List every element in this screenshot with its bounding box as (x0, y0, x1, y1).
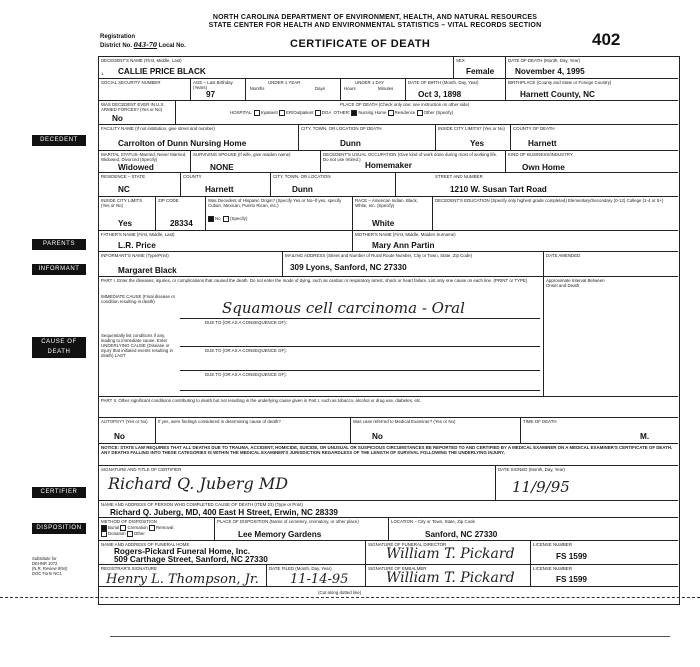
place-of-death-label: PLACE OF DEATH (Check only one; see instruction on other side) (340, 102, 470, 107)
months-label: Months (250, 86, 265, 91)
city-of-death-label: CITY, TOWN, OR LOCATION OF DEATH (301, 126, 382, 131)
section-tab-parents: PARENTS (32, 239, 86, 250)
place-disposition-value: Lee Memory Gardens (238, 530, 322, 539)
checkbox[interactable] (315, 110, 321, 116)
certifier-name-label: NAME AND ADDRESS OF PERSON WHO COMPLETED CAUSE OF DEATH (ITEM 23) (Type or Print) (101, 502, 303, 507)
under-1-year-label: UNDER 1 YEAR (268, 80, 301, 85)
due-to-label-1: DUE TO (OR AS A CONSEQUENCE OF): (205, 320, 287, 325)
under-1-day-label: UNDER 1 DAY (355, 80, 385, 85)
residence-inside-label: INSIDE CITY LIMITS (Yes or No) (101, 198, 143, 208)
section-tab-cause-of-death (32, 337, 86, 358)
sex-label: SEX (456, 58, 465, 63)
method-disposition-label: METHOD OF DISPOSITION (101, 519, 157, 524)
street-label: STREET AND NUMBER (435, 174, 483, 179)
section-tab-informant: INFORMANT (32, 264, 86, 275)
city-of-death-value: Dunn (340, 139, 361, 148)
due-to-label-2: DUE TO (OR AS A CONSEQUENCE OF): (205, 348, 287, 353)
cause-tab-line-2: DEATH (47, 349, 71, 355)
referred-value: No (372, 432, 383, 441)
findings-label: If yes, were findings considered in determining cause of death? (158, 419, 281, 424)
zip-label: ZIP CODE (158, 198, 179, 203)
specify-label: (Specify) (230, 216, 248, 222)
checkbox[interactable] (417, 110, 423, 116)
inside-city-value: Yes (470, 139, 485, 148)
agency-line-1: NORTH CAROLINA DEPARTMENT OF ENVIRONMENT, HEALTH, AND NATURAL RESOURCES (212, 14, 538, 21)
funeral-home-label: NAME AND ADDRESS OF FUNERAL HOME (101, 542, 190, 547)
residence-city-label: CITY, TOWN, OR LOCATION (273, 174, 331, 179)
inside-city-label: INSIDE CITY LIMITS? (Yes or No) (438, 126, 505, 131)
checkbox[interactable] (223, 216, 229, 222)
certificate-number: 402 (592, 30, 621, 49)
medical-examiner-notice: NOTICE: STATE LAW REQUIRES THAT ALL DEATHS DUE TO TRAUMA, ACCIDENT, HOMICIDE, SUICIDE, OR UNUSUAL OR SUSPICIOUS CIRCUMSTANCES BE REPORTED TO AND CERTIFIED BY A MEDICAL EXAMINER ON A MEDICAL EXAMINER'S CERTIFICATE OF DEATH. ANY DEATHS FALLING INTO THESE CATEGORIES IS WITHIN THE MEDICAL EXAMINER'S JURISDICTION REGARDLESS OF THE LENGTH OF SURVIVAL FOLLOWING THE UNDERLYING INJURY. (101, 445, 673, 455)
removal-label: Removal (155, 525, 174, 531)
autopsy-label: AUTOPSY? (Yes or No) (101, 419, 148, 424)
checkbox[interactable] (149, 525, 155, 531)
no-label: No (215, 216, 221, 222)
funeral-director-signature: William T. Pickard (386, 546, 515, 562)
race-value: White (372, 219, 395, 228)
district-label: District No. (100, 43, 133, 49)
street-value: 1210 W. Susan Tart Road (450, 185, 547, 194)
county-of-death-value: Harnett (528, 139, 557, 148)
ssn-label: SOCIAL SECURITY NUMBER (101, 80, 161, 85)
cremation-label: Cremation (127, 525, 148, 531)
checkbox-checked[interactable] (351, 110, 357, 116)
immediate-cause-label: IMMEDIATE CAUSE (Final disease or condition resulting in death) (101, 294, 176, 304)
date-of-death-value: November 4, 1995 (515, 67, 585, 76)
location-value: Sanford, NC 27330 (425, 530, 498, 539)
birthplace-label: BIRTHPLACE (County and State or Foreign Country) (508, 80, 612, 85)
checkbox[interactable] (388, 110, 394, 116)
license-number-label-2: LICENSE NUMBER (533, 566, 573, 571)
father-label: FATHER'S NAME (First, Middle, Last) (101, 232, 175, 237)
county-of-death-label: COUNTY OF DEATH (513, 126, 555, 131)
referred-label: Was case referred to Medical Examiner? (Yes or No) (353, 419, 456, 424)
cut-line-label: (Cut along dotted line) (318, 590, 362, 595)
hospital-label: HOSPITAL: (230, 110, 253, 116)
spouse-label: SURVIVING SPOUSE (If wife, give maiden name) (193, 152, 291, 157)
marital-status-label: MARITAL STATUS–Married, Never Married, Widowed, Divorced (Specify) (101, 152, 187, 162)
place-disposition-label: PLACE OF DISPOSITION (Name of cemetery, crematory, or other place) (217, 519, 359, 524)
funeral-director-signature-label: SIGNATURE OF FUNERAL DIRECTOR (368, 542, 447, 547)
armed-forces-value: No (112, 114, 123, 123)
marital-status-value: Widowed (118, 163, 154, 172)
certifier-name-value: Richard Q. Juberg, MD, 400 East H Street, Erwin, NC 28339 (110, 508, 338, 517)
spouse-value: NONE (210, 163, 234, 172)
checkbox[interactable] (279, 110, 285, 116)
registrar-signature: Henry L. Thompson, Jr. (106, 572, 259, 587)
part-1-instructions: PART I. Enter the diseases, injuries, or complications that caused the death. Do not enter the mode of dying, such as cardiac or respiratory arrest, shock or heart failure. List only one cause on each line. (PRINT or TYPE) (101, 278, 528, 283)
cause-tab-line-1: CAUSE OF (41, 339, 77, 345)
informant-value: Margaret Black (118, 266, 177, 275)
dob-label: DATE OF BIRTH (Month, Day, Year) (408, 80, 479, 85)
license-number-value-2: FS 1599 (556, 575, 587, 584)
location-label: LOCATION – City or Town, State, Zip Code (391, 519, 476, 524)
part-2-instructions: PART II. Other significant conditions contributing to death but not resulting in the underlying cause given in Part I, such as tobacco, alcohol or drug use, diabetes, etc. (101, 398, 422, 403)
checkbox[interactable] (101, 531, 107, 537)
hispanic-options (208, 216, 247, 222)
date-signed-value: 11/9/95 (512, 478, 570, 496)
donation-label: Donation (108, 531, 126, 537)
district-value: 043-70 (133, 42, 158, 49)
residence-county-value: Harnett (205, 185, 234, 194)
residence-city-value: Dunn (292, 185, 313, 194)
sequential-conditions-label: Sequentially list conditions if any, leading to immediate cause. Enter UNDERLYING CAUSE (Disease or injury that initiated events resulting in death) LAST (101, 333, 173, 358)
embalmer-signature: William T. Pickard (386, 570, 515, 586)
mailing-address-label: MAILING ADDRESS (Street and Number of Rural Route Number, City or Town, State, Zip Code) (285, 253, 473, 258)
residence-county-label: COUNTY (183, 174, 202, 179)
age-label: AGE – Last Birthday (Years) (193, 80, 233, 90)
occupation-value: Homemaker (365, 161, 412, 170)
father-value: L.R. Price (118, 241, 156, 250)
registrar-signature-label: REGISTRAR'S SIGNATURE (101, 566, 157, 571)
age-value: 97 (206, 90, 216, 99)
interval-label: Approximate Interval Between Onset and Death (546, 278, 605, 288)
date-of-death-label: DATE OF DEATH (Month, Day, Year) (508, 58, 580, 63)
section-tab-certifier: CERTIFIER (32, 487, 86, 498)
autopsy-value: No (114, 432, 125, 441)
mailing-address-value: 309 Lyons, Sanford, NC 27330 (290, 263, 407, 272)
certifier-signature-label: SIGNATURE AND TITLE OF CERTIFIER (101, 467, 182, 472)
side-note-line: DEHNR 1072 (32, 561, 58, 566)
time-of-death-label: TIME OF DEATH (523, 419, 557, 424)
immediate-cause-value: Squamous cell carcinoma - Oral (222, 299, 465, 317)
checkbox[interactable] (127, 531, 133, 537)
er-outpatient-label: ER/Outpatient (285, 110, 314, 116)
sex-value: Female (466, 67, 495, 76)
method-disposition-options-2 (101, 531, 145, 537)
certifier-signature: Richard Q. Juberg MD (108, 474, 289, 493)
minutes-label: Minutes (378, 86, 394, 91)
facility-label: FACILITY NAME (If not institution, give street and number) (101, 126, 215, 131)
nursing-home-label: Nursing Home (358, 110, 387, 116)
inpatient-label: Inpatient (260, 110, 278, 116)
doa-label: DOA (321, 110, 332, 116)
side-note-line: DOC Form NC1 (32, 571, 62, 576)
dob-value: Oct 3, 1898 (418, 90, 462, 99)
hispanic-label: Was Decedent of Hispanic Origin? (Specify Yes or No–If yes, specify Cuban, Mexican, Puerto Rican, etc.) (208, 198, 342, 208)
side-note-line: (N.R. Review 9/94) (32, 566, 68, 571)
residence-label: Residence (394, 110, 416, 116)
date-amended-label: DATE AMENDED (546, 253, 581, 258)
death-certificate: NORTH CAROLINA DEPARTMENT OF ENVIRONMENT, HEALTH, AND NATURAL RESOURCES STATE CENTER FOR HEALTH AND ENVIRONMENTAL STATISTICS – VITAL RECORDS SECTION Registration District No. 043-70 Local No. CERTIFICATE OF DEATH 402 DECEDENT PARENTS INFORMANT CAUSE OF DEATH CERTIFIER DISPOSITION Substitute for DEHNR 1072 (N.R. Review 9/94) DOC Form NC1 DECEDENT'S NAME (First, Middle, Last) 1. CALLIE PRICE BLACK SEX Female DATE OF DEATH (Month, Day, Year) November 4, 1995 SOCIAL SECURITY NUMBER AGE – Last Birthday (Years) 97 UNDER 1 YEAR Months Days UNDER 1 DAY Hours Minutes DATE OF BIRTH (Month, Day, Year) Oct 3, 1898 BIRTHPLACE (County and State or Foreign Country) Harnett County, NC WAS DECEDENT EVER IN U.S. ARMED FORCES? (Yes or No) No PLACE OF DEATH (Check only one; see instruction on other side) HOSPITAL: Inpatient ER/Outpatient DOA OTHER: Nursing Home Residence Other (Specify) FACILITY NAME (If not institution, give street and number) Carrolton of Dunn Nursing Home CITY, TOWN, OR LOCATION OF DEATH Dunn INSIDE CITY LIMITS? (Yes or No) Yes COUNTY OF DEATH Harnett MARITAL STATUS–Married, Never Married, Widowed, Divorced (Specify) Widowed SURVIVING SPOUSE (If wife, give maiden name) NONE DECEDENT'S USUAL OCCUPATION (Give kind of work done during most of working life. Do not use retired.) Homemaker KIND OF BUSINESS/INDUSTRY Own Home RESIDENCE – STATE NC COUNTY Harnett CITY, TOWN, OR LOCATION Dunn STREET AND NUMBER 1210 W. Susan Tart Road INSIDE CITY LIMITS (Yes or No) Yes ZIP CODE 28334 Was Decedent of Hispanic Origin? (Specify Yes or No–If yes, specify Cuban, Mexican, Puerto Rican, etc.) No (Specify) RACE – American Indian, Black, White, etc. (Specify) White DECEDENT'S EDUCATION (Specify only highest grade completed) Elementary/Secondary (0-12) College (1-4 or 5+) FATHER'S NAME (First, Middle, Last) L.R. Price MOTHER'S NAME (First, Middle, Maiden Surname) Mary Ann Partin INFORMANT'S NAME (Type/Print) Margaret Black MAILING ADDRESS (Street and Number of Rural Route Number, City or Town, State, Zip Code) 309 Lyons, Sanford, NC 27330 DATE AMENDED PART I. Enter the diseases, injuries, or complications that caused the death. Do not enter the mode of dying, such as cardiac or respiratory arrest, shock or heart failure. List only one cause on each line. (PRINT or TYPE) Approximate Interval Between Onset and Death IMMEDIATE CAUSE (Final disease or condition resulting in death) DUE TO (OR AS A CONSEQUENCE OF): DUE TO (OR AS A CONSEQUENCE OF): DUE TO (OR AS A CONSEQUENCE OF): Sequentially list conditions if any, leading to immediate cause. Enter UNDERLYING CAUSE (Disease or injury that initiated events resulting in death) LAST Squamous cell carcinoma - Oral PART II. Other significant conditions contributing to death but not resulting in the underlying cause given in Part I, such as tobacco, alcohol or drug use, diabetes, etc. AUTOPSY? (Yes or No) No If yes, were findings considered in determining cause of death? Was case referred to Medical Examiner? (Yes or No) No TIME OF DEATH M. NOTICE: STATE LAW REQUIRES THAT ALL DEATHS DUE TO TRAUMA, ACCIDENT, HOMICIDE, SUICIDE, OR UNUSUAL OR SUSPICIOUS CIRCUMSTANCES BE REPORTED TO AND CERTIFIED BY A MEDICAL EXAMINER ON A MEDICAL EXAMINER'S CERTIFICATE OF DEATH. ANY DEATHS FALLING INTO THESE CATEGORIES IS WITHIN THE MEDICAL EXAMINER'S JURISDICTION REGARDLESS OF THE LENGTH OF SURVIVAL FOLLOWING THE UNDERLYING INJURY. SIGNATURE AND TITLE OF CERTIFIER Richard Q. Juberg MD DATE SIGNED (Month, Day, Year) 11/9/95 NAME AND ADDRESS OF PERSON WHO COMPLETED CAUSE OF DEATH (ITEM 23) (Type or Print) Richard Q. Juberg, MD, 400 East H Street, Erwin, NC 28339 METHOD OF DISPOSITION Burial Cremation Removal Donation Other PLACE OF DISPOSITION (Name of cemetery, crematory, or other place) Lee Memory Gardens LOCATION – City or Town, State, Zip Code Sanford, NC 27330 NAME AND ADDRESS OF FUNERAL HOME Rogers-Pickard Funeral Home, Inc. 509 Carthage Street, Sanford, NC 27330 SIGNATURE OF FUNERAL DIRECTOR William T. Pickard LICENSE NUMBER FS 1599 REGISTRAR'S SIGNATURE Henry L. Thompson, Jr. DATE FILED (Month, Day, Year) 11-14-95 SIGNATURE OF EMBALMER William T. Pickard LICENSE NUMBER FS 1599 (Cut along dotted line) (0, 0, 700, 667)
mother-label: MOTHER'S NAME (First, Middle, Maiden Surname) (355, 232, 456, 237)
district-line (100, 42, 186, 49)
side-note-line: Substitute for (32, 556, 57, 561)
time-of-death-value: M. (640, 432, 650, 441)
race-label: RACE – American Indian, Black, White, etc. (Specify) (355, 198, 418, 208)
embalmer-signature-label: SIGNATURE OF EMBALMER (368, 566, 427, 571)
occupation-label: DECEDENT'S USUAL OCCUPATION (Give kind of work done during most of working life. Do not use retired.) (323, 152, 498, 162)
hours-label: Hours (344, 86, 356, 91)
education-label: DECEDENT'S EDUCATION (Specify only highest grade completed) Elementary/Secondary (0-12) College (1-4 or 5+) (435, 198, 664, 203)
cut-line (0, 597, 700, 598)
date-filed-value: 11-14-95 (290, 572, 349, 587)
mother-value: Mary Ann Partin (372, 241, 435, 250)
other-specify-label: Other (Specify) (423, 110, 454, 116)
birthplace-value: Harnett County, NC (520, 90, 595, 99)
registration-label: Registration (100, 34, 136, 40)
name-label: DECEDENT'S NAME (First, Middle, Last) (101, 58, 182, 63)
section-tab-decedent: DECEDENT (32, 135, 86, 146)
facility-value: Carrolton of Dunn Nursing Home (118, 139, 247, 148)
form-substitute-note (32, 556, 67, 576)
section-tab-disposition: DISPOSITION (32, 523, 86, 534)
bottom-rule (110, 636, 670, 637)
local-label: Local No. (158, 43, 186, 49)
checkbox-checked[interactable] (208, 216, 214, 222)
armed-forces-label: WAS DECEDENT EVER IN U.S. ARMED FORCES? (Yes or No) (101, 102, 165, 112)
industry-value: Own Home (522, 163, 565, 172)
burial-label: Burial (108, 525, 120, 531)
place-of-death-options (230, 110, 453, 116)
license-number-label-1: LICENSE NUMBER (533, 542, 573, 547)
decedent-name: CALLIE PRICE BLACK (118, 67, 206, 76)
date-filed-label: DATE FILED (Month, Day, Year) (269, 566, 332, 571)
checkbox[interactable] (254, 110, 260, 116)
funeral-home-address: 509 Carthage Street, Sanford, NC 27330 (114, 555, 268, 564)
days-label: Days (315, 86, 326, 91)
funeral-home-name: Rogers-Pickard Funeral Home, Inc. (114, 547, 251, 556)
industry-label: KIND OF BUSINESS/INDUSTRY (508, 152, 573, 157)
certificate-title: CERTIFICATE OF DEATH (290, 38, 431, 50)
residence-inside-value: Yes (118, 219, 133, 228)
other-label: OTHER: (333, 110, 351, 116)
license-number-value-1: FS 1599 (556, 552, 587, 561)
zip-value: 28334 (170, 219, 193, 228)
residence-state-value: NC (118, 185, 130, 194)
other-disposition-label: Other (133, 531, 145, 537)
date-signed-label: DATE SIGNED (Month, Day, Year) (498, 467, 565, 472)
agency-line-2: STATE CENTER FOR HEALTH AND ENVIRONMENTAL STATISTICS – VITAL RECORDS SECTION (208, 22, 542, 29)
due-to-label-3: DUE TO (OR AS A CONSEQUENCE OF): (205, 372, 287, 377)
residence-state-label: RESIDENCE – STATE (101, 174, 145, 179)
informant-label: INFORMANT'S NAME (Type/Print) (101, 253, 169, 258)
